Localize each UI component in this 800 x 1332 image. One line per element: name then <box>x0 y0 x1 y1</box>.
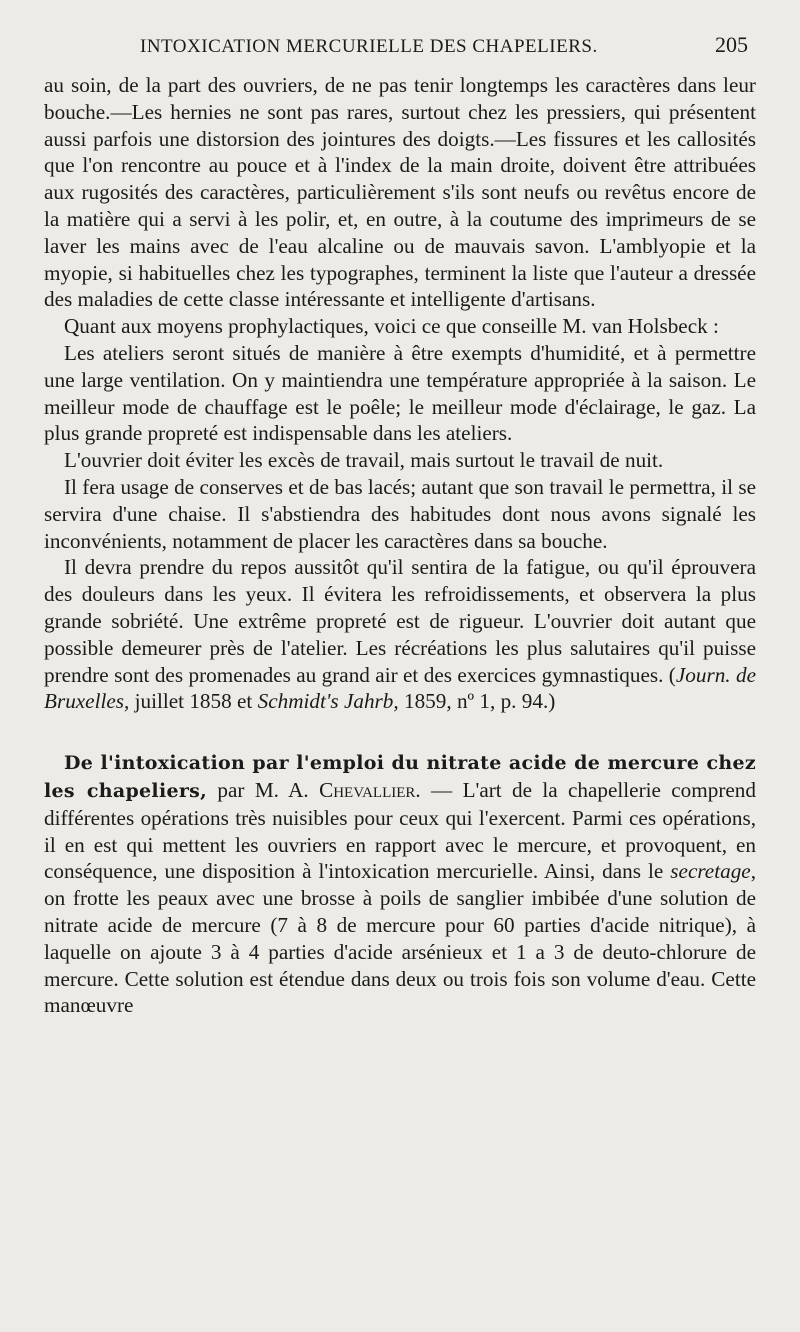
paragraph-workshops: Les ateliers seront situés de manière à être exempts d'humidité, et à permettre une large ventilation. On y maintiendra une température appropriée à la saison. Le meilleur mode de chauffage est le poêle; le meilleur mode d'éclairage, le gaz. La plus grande propreté est indispensable dans les ateliers. <box>44 340 756 446</box>
page-number: 205 <box>715 32 748 57</box>
citation-jahrbuch: Schmidt's Jahrb, <box>257 689 399 714</box>
citation-date: juillet 1858 et <box>129 689 258 714</box>
section-title: De l'intoxication par l'emploi du nitrate acide de mercure chez les chapeliers, <box>44 752 756 802</box>
body-text <box>44 72 756 1019</box>
citation-end: 1859, nº 1, p. 94.) <box>398 689 556 714</box>
section-term: secretage <box>670 859 751 884</box>
section-gap <box>44 715 756 749</box>
paragraph-habits: Il fera usage de conserves et de bas lacés; autant que son travail le permettra, il se servira d'une chaise. Il s'abstiendra des habitudes dont nous avons signalé les inconvénients, notamment de placer les caractères dans sa bouche. <box>44 474 756 553</box>
paragraph-rest <box>44 554 756 715</box>
paragraph-overwork: L'ouvrier doit éviter les excès de travail, mais surtout le travail de nuit. <box>64 448 664 473</box>
paragraph-continued: au soin, de la part des ouvriers, de ne pas tenir longtemps les caractères dans leur bouche.—Les hernies ne sont pas rares, surtout chez les pressiers, qui présentent aussi parfois une distorsion des jointures des doigts.—Les fissures et les callosités que l'on rencontre au pouce et à l'index de la main droite, doivent être attribuées aux rugosités des caractères, particulièrement s'ils sont neufs ou revêtus encore de la matière qui a servi à les polir, et, en outre, à la coutume des imprimeurs de se laver les mains avec de l'eau alcaline ou de mauvais savon. L'amblyopie et la myopie, si habituelles chez les typographes, terminent la liste que l'auteur a dressée des maladies de cette classe intéressante et intelligente d'artisans. <box>44 73 756 312</box>
section-paragraph <box>44 749 756 1019</box>
paragraph-prophylaxis-intro: Quant aux moyens prophylactiques, voici ce que conseille M. van Holsbeck : <box>64 314 719 339</box>
section-author: Chevallier <box>319 777 416 802</box>
page-header <box>44 32 756 72</box>
citation-journal: Journ. de Bruxelles, <box>44 662 756 714</box>
section-body-start: . — L'art de la chapellerie comprend différentes opérations très nuisibles pour ceux qui l'exercent. Parmi ces opérations, il en est qui mettent les ouvriers en rapport avec le mercure, et provoquent, en conséquence, une disposition à l'intoxication mercurielle. Ainsi, dans le <box>44 777 756 884</box>
section-body-end: , on frotte les peaux avec une brosse à poils de sanglier imbibée d'une solution de nitrate acide de mercure (7 à 8 de mercure pour 60 parties d'acide nitrique), à laquelle on ajoute 3 à 4 parties d'acide arsénieux et 1 a 3 de deuto-chlorure de mercure. Cette solution est étendue dans deux ou trois fois son volume d'eau. Cette manœuvre <box>44 859 756 1018</box>
running-title: INTOXICATION MERCURIELLE DES CHAPELIERS. <box>140 36 598 57</box>
rest-text: Il devra prendre du repos aussitôt qu'il sentira de la fatigue, ou qu'il éprouvera des douleurs dans les yeux. Il évitera les refroidissements, et observera la plus grande sobriété. Une extrême propreté est de rigueur. L'ouvrier doit autant que possible demeurer près de l'atelier. Les récréations les plus salutaires qu'il puisse prendre sont des promenades au grand air et des exercices gymnastiques. ( <box>44 555 756 687</box>
section-by: par M. A. <box>207 777 320 802</box>
